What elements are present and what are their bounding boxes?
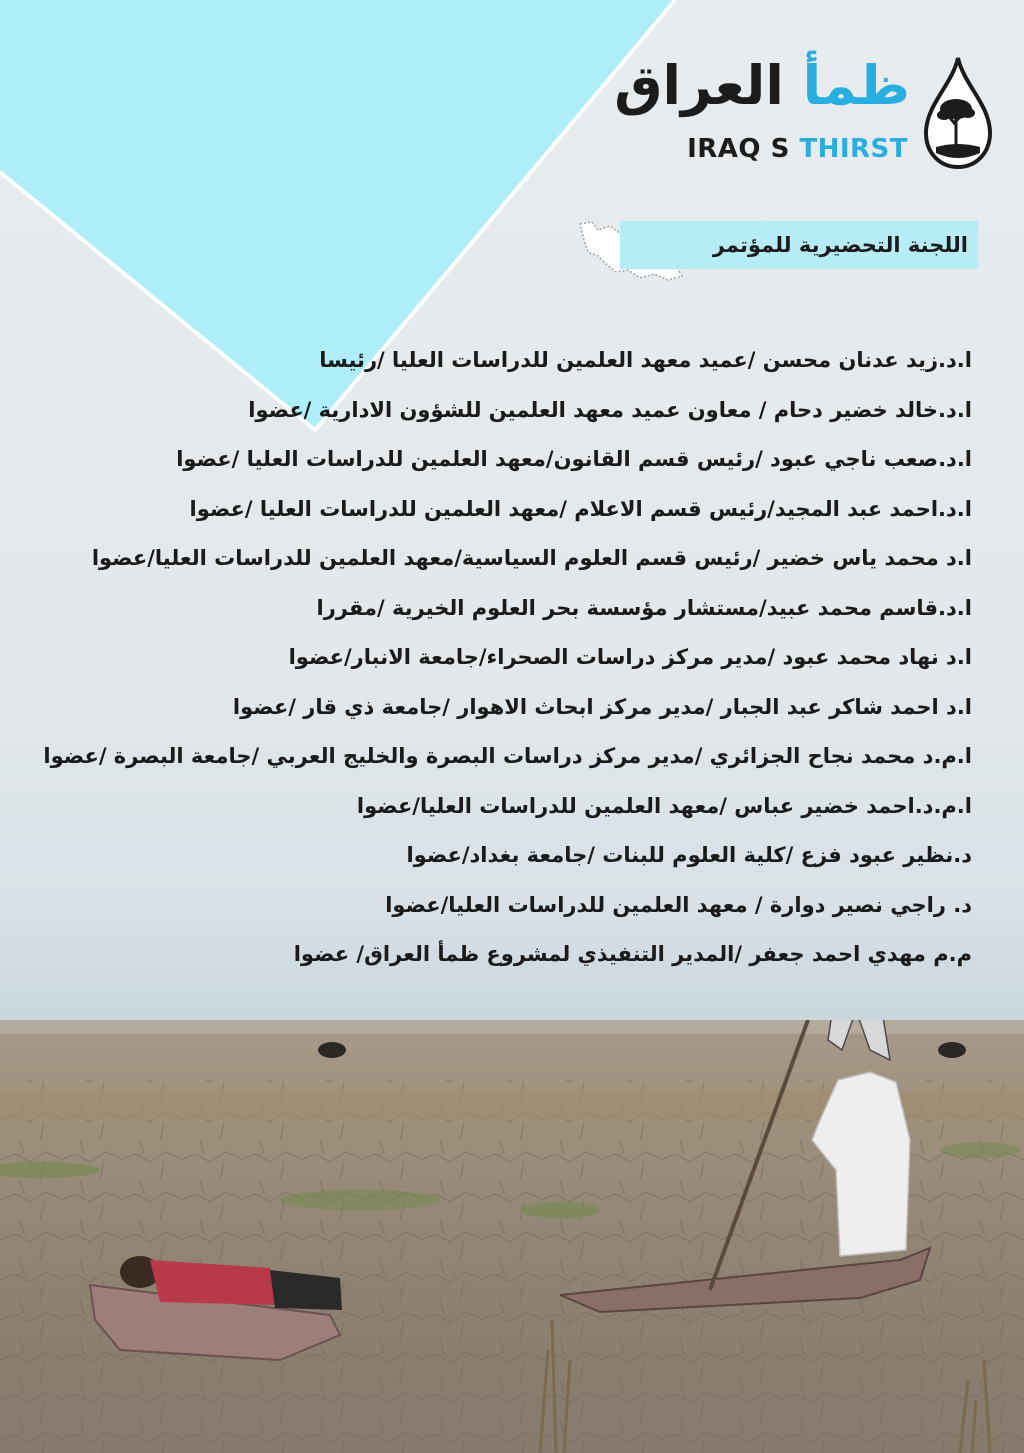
member-line: د. راجي نصير دوارة / معهد العلمين للدراسات العليا/عضوا bbox=[385, 892, 972, 917]
member-line: ا.د.قاسم محمد عبيد/مستشار مؤسسة بحر العلوم الخيرية /مقررا bbox=[316, 595, 972, 620]
section-heading bbox=[576, 218, 978, 284]
committee-members-list bbox=[32, 336, 972, 980]
logo-arabic-wordmark: ظمأ العراق bbox=[614, 54, 910, 117]
member-line: ا.د.احمد عبد المجيد/رئيس قسم الاعلام /معهد العلمين للدراسات العليا /عضوا bbox=[189, 496, 972, 521]
member-line: ا.د احمد شاكر عبد الجبار /مدير مركز ابحاث الاهوار /جامعة ذي قار /عضوا bbox=[232, 694, 972, 719]
dried-marsh-photo bbox=[0, 1020, 1024, 1453]
member-line: ا.د نهاد محمد عبود /مدير مركز دراسات الصحراء/جامعة الانبار/عضوا bbox=[288, 645, 972, 669]
member-line: د.نظير عبود فزع /كلية العلوم للبنات /جامعة بغداد/عضوا bbox=[406, 843, 972, 867]
member-line: ا.د.صعب ناجي عبود /رئيس قسم القانون/معهد العلمين للدراسات العليا /عضوا bbox=[176, 447, 972, 471]
iraqs-thirst-logo bbox=[594, 55, 994, 175]
water-drop-tree-icon bbox=[922, 55, 994, 170]
member-line: ا.د.زيد عدنان محسن /عميد معهد العلمين للدراسات العليا /رئيسا bbox=[319, 348, 972, 372]
member-line: ا.د.خالد خضير دحام / معاون عميد معهد العلمين للشؤون الادارية /عضوا bbox=[248, 397, 972, 422]
member-line: ا.م.د.احمد خضير عباس /معهد العلمين للدراسات العليا/عضوا bbox=[356, 793, 972, 818]
heading-title: اللجنة التحضيرية للمؤتمر bbox=[712, 233, 968, 257]
heading-band bbox=[620, 221, 978, 269]
logo-english-wordmark: IRAQ S THIRST bbox=[687, 134, 908, 164]
member-line: ا.م.د محمد نجاح الجزائري /مدير مركز دراسات البصرة والخليج العربي /جامعة البصرة /عضوا bbox=[43, 744, 972, 768]
member-line: م.م مهدي احمد جعفر /المدير التنفيذي لمشروع ظمأ العراق/ عضوا bbox=[293, 942, 972, 966]
member-line: ا.د محمد ياس خضير /رئيس قسم العلوم السياسية/معهد العلمين للدراسات العليا/عضوا bbox=[91, 546, 972, 570]
